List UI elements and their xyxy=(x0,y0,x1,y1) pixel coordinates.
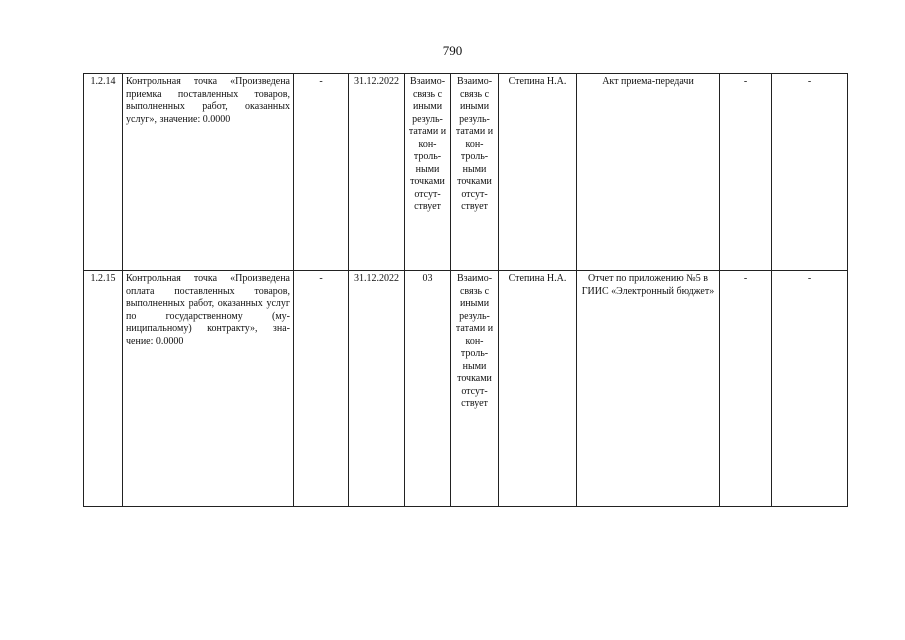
row-date: 31.12.2022 xyxy=(349,74,405,271)
row-number: 1.2.15 xyxy=(84,271,123,507)
row-col9: - xyxy=(720,74,772,271)
row-responsible: Степина Н.А. xyxy=(499,271,577,507)
row-document: Акт приема-передачи xyxy=(577,74,720,271)
row-date: 31.12.2022 xyxy=(349,271,405,507)
row-col10: - xyxy=(772,271,848,507)
row-col10: - xyxy=(772,74,848,271)
row-description: Контрольная точка «Произведена оплата поставленных товаров, выполненных работ, оказанных услуг по государственному (му- ниципальному) контракту», зна- чение: 0.0000 xyxy=(123,271,294,507)
row-col3: - xyxy=(294,271,349,507)
page-number: 790 xyxy=(442,43,463,58)
row-col5: Взаимо- связь с иными резуль- татами и кон- троль- ными точками отсут- ствует xyxy=(405,74,451,271)
row-col9: - xyxy=(720,271,772,507)
row-responsible: Степина Н.А. xyxy=(499,74,577,271)
table-row xyxy=(84,271,848,507)
row-col3: - xyxy=(294,74,349,271)
row-col5: 03 xyxy=(405,271,451,507)
row-document: Отчет по приложению №5 в ГИИС «Электронный бюджет» xyxy=(577,271,720,507)
row-description: Контрольная точка «Произведена приемка поставленных товаров, выполненных работ, оказанных услуг», значение: 0.0000 xyxy=(123,74,294,271)
control-points-table xyxy=(83,73,848,507)
table-row xyxy=(84,74,848,271)
row-col6: Взаимо- связь с иными резуль- татами и кон- троль- ными точками отсут- ствует xyxy=(451,74,499,271)
row-number: 1.2.14 xyxy=(84,74,123,271)
row-col6: Взаимо- связь с иными резуль- татами и кон- троль- ными точками отсут- ствует xyxy=(451,271,499,507)
